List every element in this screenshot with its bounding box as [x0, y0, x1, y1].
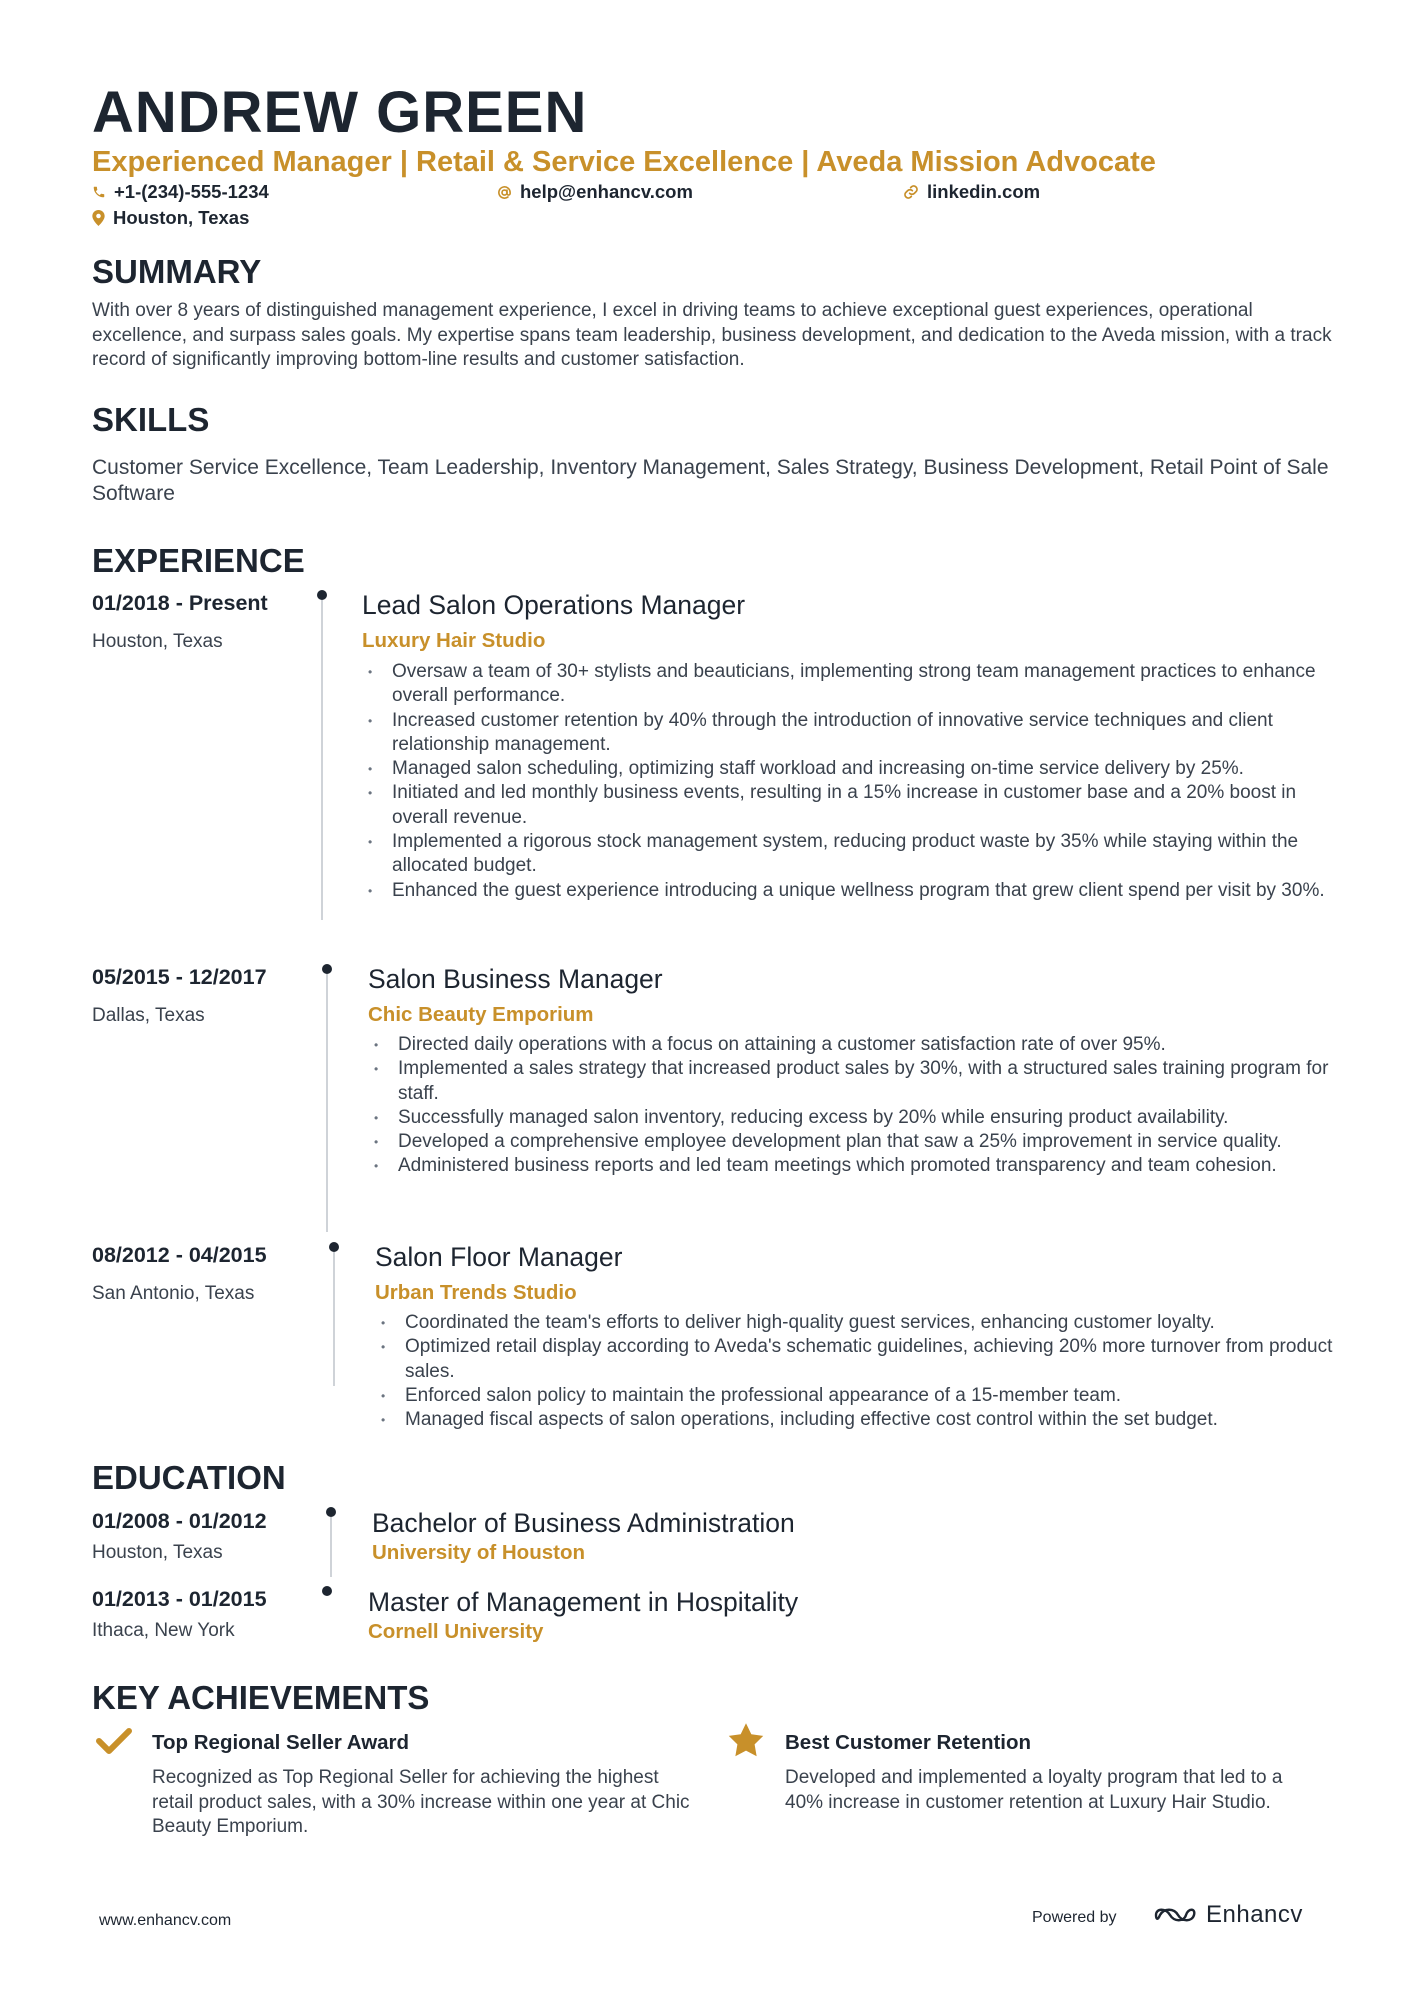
- bullet-item: • Oversaw a team of 30+ stylists and beauticians, implementing strong team management practices to enhance overall performance.: [364, 660, 1334, 709]
- contact-linkedin[interactable]: [903, 181, 1040, 203]
- achievement-title: Top Regional Seller Award: [152, 1731, 410, 1754]
- email-text: help@enhancv.com: [520, 181, 693, 202]
- achievements-heading: KEY ACHIEVEMENTS: [92, 1679, 430, 1716]
- bullet-item: • Increased customer retention by 40% through the introduction of innovative service techniques and client relationship management.: [364, 709, 1334, 758]
- achievement-title: Best Customer Retention: [785, 1731, 1032, 1754]
- bullet-item: • Managed salon scheduling, optimizing staff workload and increasing on-time service delivery by 25%.: [364, 757, 1334, 781]
- experience-heading: EXPERIENCE: [92, 542, 305, 579]
- location-text: Houston, Texas: [113, 207, 250, 228]
- timeline-dot: [317, 590, 327, 600]
- achievement-text: Recognized as Top Regional Seller for achieving the highest retail product sales, with a 30% increase within one year at Chic Beauty Emporium.: [152, 1767, 690, 1837]
- school-name: University of Houston: [372, 1541, 585, 1564]
- phone-text: +1-(234)-555-1234: [114, 181, 269, 202]
- timeline-dot: [322, 1586, 332, 1596]
- enhancv-logo-icon: [1152, 1903, 1198, 1927]
- location-pin-icon: [92, 210, 105, 226]
- job-bullets: [370, 1033, 1340, 1179]
- job-location: Houston, Texas: [92, 631, 223, 652]
- job-dates: 08/2012 - 04/2015: [92, 1243, 267, 1267]
- timeline-line: [333, 1252, 335, 1386]
- bullet-item: • Developed a comprehensive employee development plan that saw a 25% improvement in service quality.: [370, 1130, 1340, 1154]
- timeline-dot: [329, 1242, 339, 1252]
- footer-website[interactable]: www.enhancv.com: [99, 1912, 232, 1929]
- bullet-item: • Directed daily operations with a focus on attaining a customer satisfaction rate of over 95%.: [370, 1033, 1340, 1057]
- job-dates: 05/2015 - 12/2017: [92, 965, 267, 989]
- bullet-item: • Administered business reports and led team meetings which promoted transparency and team cohesion.: [370, 1154, 1340, 1178]
- company-name: Chic Beauty Emporium: [368, 1003, 594, 1026]
- bullet-item: • Managed fiscal aspects of salon operations, including effective cost control within the set budget.: [377, 1408, 1337, 1432]
- bullet-item: • Optimized retail display according to Aveda's schematic guidelines, achieving 20% more turnover from product sales.: [377, 1335, 1337, 1384]
- summary-heading: SUMMARY: [92, 253, 262, 290]
- timeline-line: [326, 974, 328, 1232]
- contact-location: [92, 207, 249, 229]
- education-dates: 01/2013 - 01/2015: [92, 1587, 267, 1611]
- summary-text: With over 8 years of distinguished management experience, I excel in driving teams to achieve exceptional guest experiences, operational excellence, and surpass sales goals. My expertise spans team leadership, business development, and dedication to the Aveda mission, with a track record of significantly improving bottom-line results and customer satisfaction.: [92, 300, 1332, 370]
- job-title: Salon Floor Manager: [375, 1242, 623, 1272]
- job-location: San Antonio, Texas: [92, 1283, 255, 1304]
- contact-email[interactable]: [497, 181, 693, 203]
- education-dates: 01/2008 - 01/2012: [92, 1509, 267, 1533]
- phone-icon: [92, 185, 106, 199]
- school-name: Cornell University: [368, 1620, 544, 1643]
- company-name: Luxury Hair Studio: [362, 629, 546, 652]
- bullet-item: • Coordinated the team's efforts to deliver high-quality guest services, enhancing customer loyalty.: [377, 1311, 1337, 1335]
- timeline-dot: [322, 964, 332, 974]
- timeline-line: [330, 1517, 332, 1577]
- timeline-dot: [326, 1507, 336, 1517]
- job-bullets: [377, 1311, 1337, 1432]
- brand-name: Enhancv: [1206, 1901, 1303, 1928]
- job-bullets: [364, 660, 1334, 903]
- star-icon: [727, 1722, 765, 1758]
- skills-text: Customer Service Excellence, Team Leadership, Inventory Management, Sales Strategy, Business Development, Retail Point of Sale Software: [92, 456, 1329, 505]
- company-name: Urban Trends Studio: [375, 1281, 577, 1304]
- headline: Experienced Manager | Retail & Service Excellence | Aveda Mission Advocate: [92, 146, 1156, 178]
- bullet-item: • Implemented a rigorous stock management system, reducing product waste by 35% while staying within the allocated budget.: [364, 830, 1334, 879]
- skills-heading: SKILLS: [92, 401, 210, 438]
- job-dates: 01/2018 - Present: [92, 591, 268, 615]
- bullet-item: • Implemented a sales strategy that increased product sales by 30%, with a structured sales training program for staff.: [370, 1057, 1340, 1106]
- contact-phone[interactable]: [92, 181, 269, 203]
- bullet-item: • Enforced salon policy to maintain the professional appearance of a 15-member team.: [377, 1384, 1337, 1408]
- brand-logo[interactable]: [1152, 1898, 1303, 1932]
- bullet-item: • Initiated and led monthly business events, resulting in a 15% increase in customer base and a 20% boost in overall revenue.: [364, 781, 1334, 830]
- checkmark-icon: [96, 1727, 132, 1755]
- education-location: Houston, Texas: [92, 1542, 223, 1563]
- link-icon: [903, 184, 919, 200]
- linkedin-text: linkedin.com: [927, 181, 1041, 202]
- degree-title: Master of Management in Hospitality: [368, 1587, 799, 1617]
- education-heading: EDUCATION: [92, 1459, 286, 1496]
- job-title: Lead Salon Operations Manager: [362, 590, 746, 620]
- candidate-name: ANDREW GREEN: [92, 80, 588, 145]
- education-location: Ithaca, New York: [92, 1620, 235, 1641]
- achievement-text: Developed and implemented a loyalty program that led to a 40% increase in customer retention at Luxury Hair Studio.: [785, 1767, 1283, 1813]
- degree-title: Bachelor of Business Administration: [372, 1508, 795, 1538]
- bullet-item: • Enhanced the guest experience introducing a unique wellness program that grew client spend per visit by 30%.: [364, 879, 1334, 903]
- timeline-line: [321, 600, 323, 920]
- at-sign-icon: [497, 185, 512, 200]
- job-location: Dallas, Texas: [92, 1005, 205, 1026]
- powered-by-label: Powered by: [1032, 1909, 1117, 1926]
- bullet-item: • Successfully managed salon inventory, reducing excess by 20% while ensuring product availability.: [370, 1106, 1340, 1130]
- job-title: Salon Business Manager: [368, 964, 663, 994]
